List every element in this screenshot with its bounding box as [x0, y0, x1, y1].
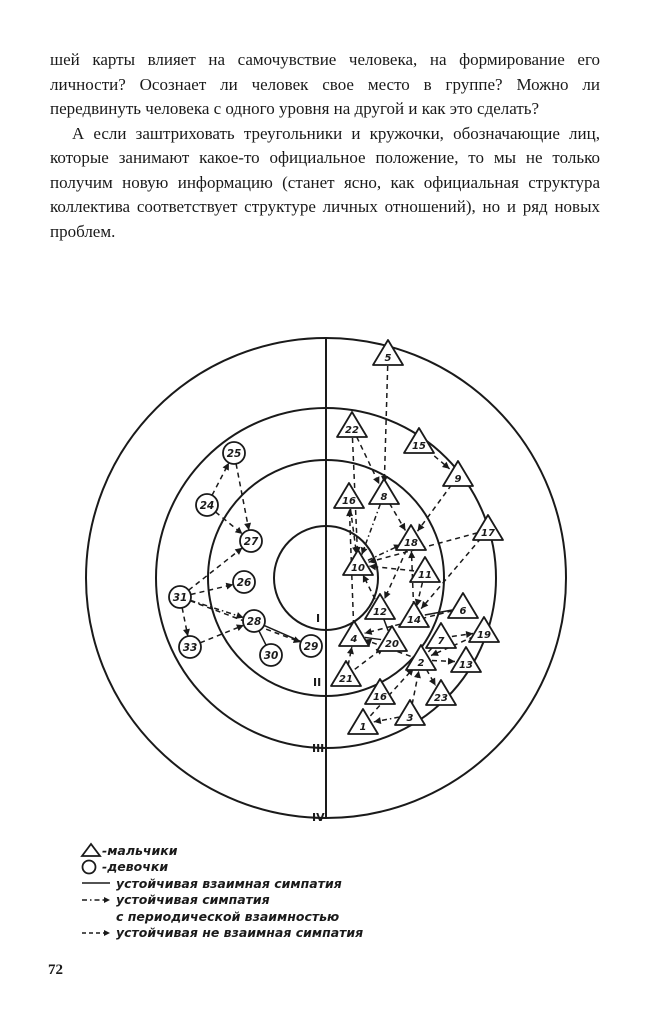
- boy-label: 19: [477, 630, 491, 641]
- boy-node-10: [343, 550, 373, 575]
- boy-node-20: [377, 626, 407, 651]
- boy-label: 17: [481, 528, 495, 539]
- link-periodic-31-28: [190, 600, 243, 618]
- ring-label-1: I: [316, 612, 321, 625]
- boy-node-6: [448, 593, 478, 618]
- boy-node-22: [337, 412, 367, 437]
- link-mutual-12-20: [384, 619, 388, 630]
- boy-label: 13: [459, 660, 473, 671]
- boy-node-11: [410, 557, 440, 582]
- legend-periodic-label-2: с периодической взаимностью: [116, 908, 340, 924]
- boy-label: 20: [385, 639, 399, 650]
- girl-label: 25: [226, 448, 242, 460]
- link-nonmutual-24-27: [216, 512, 243, 534]
- boy-node-17: [473, 515, 503, 540]
- girl-label: 28: [246, 616, 262, 628]
- girl-node-24: [196, 494, 218, 516]
- dashed-arrow-icon: [80, 928, 116, 938]
- legend-periodic-label-1: устойчивая симпатия: [116, 892, 270, 908]
- boy-node-15: [404, 428, 434, 453]
- link-nonmutual-3-2: [412, 671, 421, 704]
- girl-node-30: [260, 644, 282, 666]
- boy-label: 5: [384, 353, 392, 364]
- boy-node-16: [334, 483, 364, 508]
- girl-label: 26: [236, 577, 252, 589]
- girl-node-26: [233, 571, 255, 593]
- legend-mutual: [80, 875, 550, 892]
- girl-node-28: [243, 610, 265, 632]
- boy-node-4: [339, 621, 369, 646]
- member-nodes: [169, 340, 503, 734]
- legend-girls: [80, 859, 550, 876]
- boy-label: 16: [342, 496, 356, 507]
- legend-nonmutual-label: устойчивая не взаимная симпатия: [116, 925, 364, 941]
- girl-label: 30: [263, 650, 279, 662]
- paragraph-2: А если заштриховать треугольники и кружочки, обозначающие лиц, которые занимают какое-то официальное положение, то мы не только получим новую информацию (станет ясно, как официальная структура коллектива соответствует структуре личных отношений), но и ряд новых проблем.: [50, 123, 600, 241]
- link-nonmutual-7-19: [452, 631, 473, 638]
- boy-label: 8: [380, 492, 388, 503]
- girl-label: 24: [199, 500, 215, 512]
- link-nonmutual-11-14: [415, 583, 423, 607]
- girl-node-27: [240, 530, 262, 552]
- concentric-rings: [86, 338, 566, 818]
- girl-node-31: [169, 586, 191, 608]
- link-nonmutual-5-8: [381, 366, 388, 483]
- boy-node-21: [331, 661, 361, 686]
- boy-label: 21: [339, 674, 353, 685]
- boy-label: 3: [406, 713, 414, 724]
- girl-node-25: [223, 442, 245, 464]
- boy-node-7: [426, 623, 456, 648]
- legend-girls-label: -девочки: [102, 859, 169, 875]
- ring-label-4: IV: [312, 811, 325, 824]
- triangle-icon: [80, 842, 102, 858]
- link-nonmutual-2-13: [432, 658, 455, 665]
- boy-label: 22: [345, 425, 359, 436]
- girl-label: 31: [172, 592, 188, 604]
- boy-node-16-b: [365, 679, 395, 704]
- link-nonmutual-8-18: [390, 503, 406, 530]
- link-nonmutual-22-8: [357, 437, 380, 484]
- solid-line-icon: [80, 878, 116, 888]
- dash-dot-arrow-icon: [80, 895, 116, 905]
- boy-node-3: [395, 700, 425, 725]
- girl-label: 33: [182, 642, 198, 654]
- legend-periodic-continued: [80, 908, 550, 925]
- link-nonmutual-21-4: [347, 647, 354, 665]
- boy-label: 7: [437, 636, 445, 647]
- girl-label: 29: [303, 641, 319, 653]
- girl-label: 27: [243, 536, 259, 548]
- circle-icon: [80, 859, 102, 875]
- ring-label-2: II: [313, 676, 322, 689]
- paragraph-1: шей карты влияет на самочувствие человека, на формирование его личности? Осознает ли человек свое место в группе? Можно ли передвинуть человека с одного уровня на другой и как это сделать?: [50, 50, 600, 118]
- boy-label: 18: [404, 538, 418, 549]
- link-mutual-28-30: [259, 631, 266, 645]
- girl-node-29: [300, 635, 322, 657]
- legend-boys-label: -мальчики: [102, 842, 178, 858]
- legend: [80, 842, 550, 941]
- legend-boys: [80, 842, 550, 859]
- boy-label: 6: [459, 606, 467, 617]
- boy-label: 12: [373, 607, 387, 618]
- link-nonmutual-9-18: [418, 485, 452, 531]
- link-nonmutual-12-10: [363, 575, 375, 599]
- boy-label: 9: [454, 474, 462, 485]
- boy-label: 4: [350, 634, 358, 645]
- boy-label: 1: [359, 722, 367, 733]
- link-nonmutual-31-33: [182, 608, 190, 636]
- boy-label: 14: [407, 615, 421, 626]
- boy-label: 23: [434, 693, 448, 704]
- legend-mutual-label: устойчивая взаимная симпатия: [116, 875, 342, 891]
- link-nonmutual-24-25: [212, 463, 229, 495]
- boy-label: 16: [373, 692, 387, 703]
- boy-node-19: [469, 617, 499, 642]
- boy-label: 10: [351, 563, 365, 574]
- boy-label: 11: [418, 570, 432, 581]
- link-nonmutual-25-27: [236, 464, 251, 530]
- boy-label: 15: [412, 441, 426, 452]
- ring-label-3: III: [312, 742, 325, 755]
- page-number: 72: [48, 962, 63, 978]
- link-periodic-8-10: [361, 504, 380, 554]
- girl-node-33: [179, 636, 201, 658]
- legend-nonmutual: [80, 925, 550, 942]
- boy-node-13: [451, 647, 481, 672]
- link-nonmutual-11-10: [369, 563, 414, 570]
- link-nonmutual-2-23: [426, 670, 435, 686]
- boy-label: 2: [417, 658, 425, 669]
- link-mutual-4-20: [365, 637, 381, 639]
- legend-periodic: [80, 892, 550, 909]
